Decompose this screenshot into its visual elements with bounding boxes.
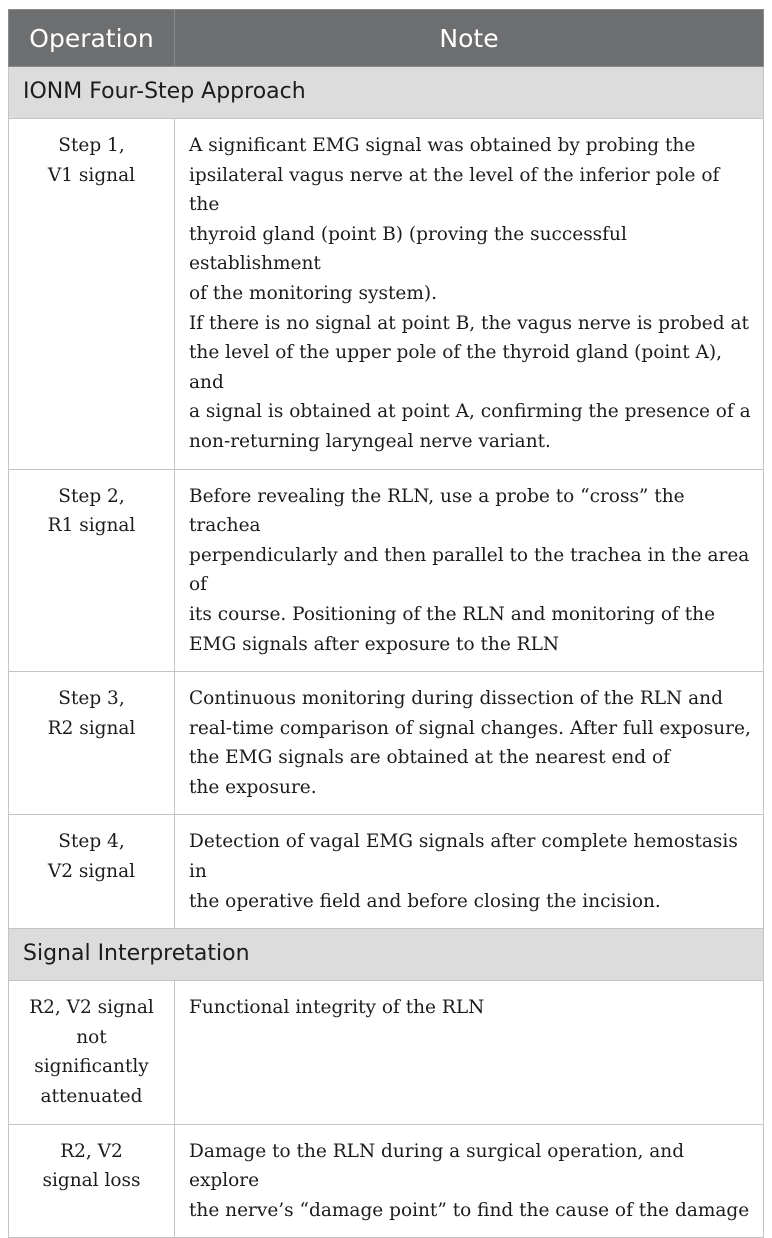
note-line: the EMG signals are obtained at the nearest end of [189, 747, 671, 769]
note-line: A significant EMG signal was obtained by probing the [189, 135, 696, 156]
operation-line: Step 4, [58, 831, 125, 853]
note-line: thyroid gland (point B) (proving the successful establishment [189, 223, 627, 275]
table-row [9, 981, 764, 1124]
note-line: the operative field and before closing the incision. [189, 890, 661, 912]
note-line: Continuous monitoring during dissection of the RLN and [189, 688, 723, 710]
ionm-table [8, 9, 764, 1238]
table-body [9, 67, 764, 1238]
operation-line: V2 signal [47, 861, 136, 883]
operation-line: R2, V2 signal [29, 997, 154, 1019]
table-row [9, 119, 764, 470]
note-cell [175, 119, 764, 470]
ionm-table-container [8, 9, 763, 1238]
operation-line: significantly [34, 1056, 149, 1078]
note-line: Before revealing the RLN, use a probe to “cross” the trachea [189, 485, 685, 537]
note-cell [175, 1124, 764, 1238]
note-cell [175, 672, 764, 815]
table-header-row [9, 10, 764, 67]
note-line: real-time comparison of signal changes. After full exposure, [189, 717, 751, 739]
note-line: Damage to the RLN during a surgical operation, and explore [189, 1140, 685, 1192]
note-line: the exposure. [189, 776, 317, 798]
operation-line: attenuated [40, 1086, 143, 1108]
note-line: ipsilateral vagus nerve at the level of the inferior pole of the [189, 164, 720, 216]
operation-cell [9, 469, 175, 672]
operation-line: V1 signal [47, 164, 136, 186]
operation-cell [9, 1124, 175, 1238]
operation-cell [9, 672, 175, 815]
note-line: If there is no signal at point B, the vagus nerve is probed at [189, 312, 749, 334]
note-cell [175, 469, 764, 672]
header-note: Note [175, 10, 764, 67]
note-line: non-returning laryngeal nerve variant. [189, 430, 551, 452]
note-line: of the monitoring system). [189, 282, 437, 304]
section-row [9, 67, 764, 119]
note-line: its course. Positioning of the RLN and monitoring of the [189, 603, 716, 625]
operation-line: R2, V2 [60, 1140, 123, 1162]
operation-cell [9, 981, 175, 1124]
operation-line: Step 3, [58, 688, 125, 710]
note-line: a signal is obtained at point A, confirming the presence of a [189, 401, 751, 423]
note-line: the nerve’s “damage point” to find the cause of the damage [189, 1199, 750, 1221]
operation-line: R1 signal [47, 515, 136, 537]
header-operation: Operation [9, 10, 175, 67]
note-line: EMG signals after exposure to the RLN [189, 633, 560, 655]
note-cell [175, 815, 764, 929]
note-line: Detection of vagal EMG signals after complete hemostasis in [189, 831, 738, 883]
section-title: IONM Four-Step Approach [9, 67, 764, 119]
operation-cell [9, 119, 175, 470]
table-row [9, 1124, 764, 1238]
table-row [9, 815, 764, 929]
operation-line: R2 signal [47, 717, 136, 739]
note-line: Functional integrity of the RLN [189, 997, 485, 1019]
note-line: the level of the upper pole of the thyroid gland (point A), and [189, 342, 722, 393]
operation-line: signal loss [42, 1170, 141, 1192]
section-row [9, 929, 764, 981]
table-row [9, 672, 764, 815]
operation-cell [9, 815, 175, 929]
note-line: perpendicularly and then parallel to the trachea in the area of [189, 544, 750, 596]
operation-line: Step 2, [58, 485, 125, 507]
note-cell [175, 981, 764, 1124]
section-title: Signal Interpretation [9, 929, 764, 981]
table-row [9, 469, 764, 672]
operation-line: Step 1, [58, 135, 125, 156]
operation-line: not [76, 1026, 107, 1048]
